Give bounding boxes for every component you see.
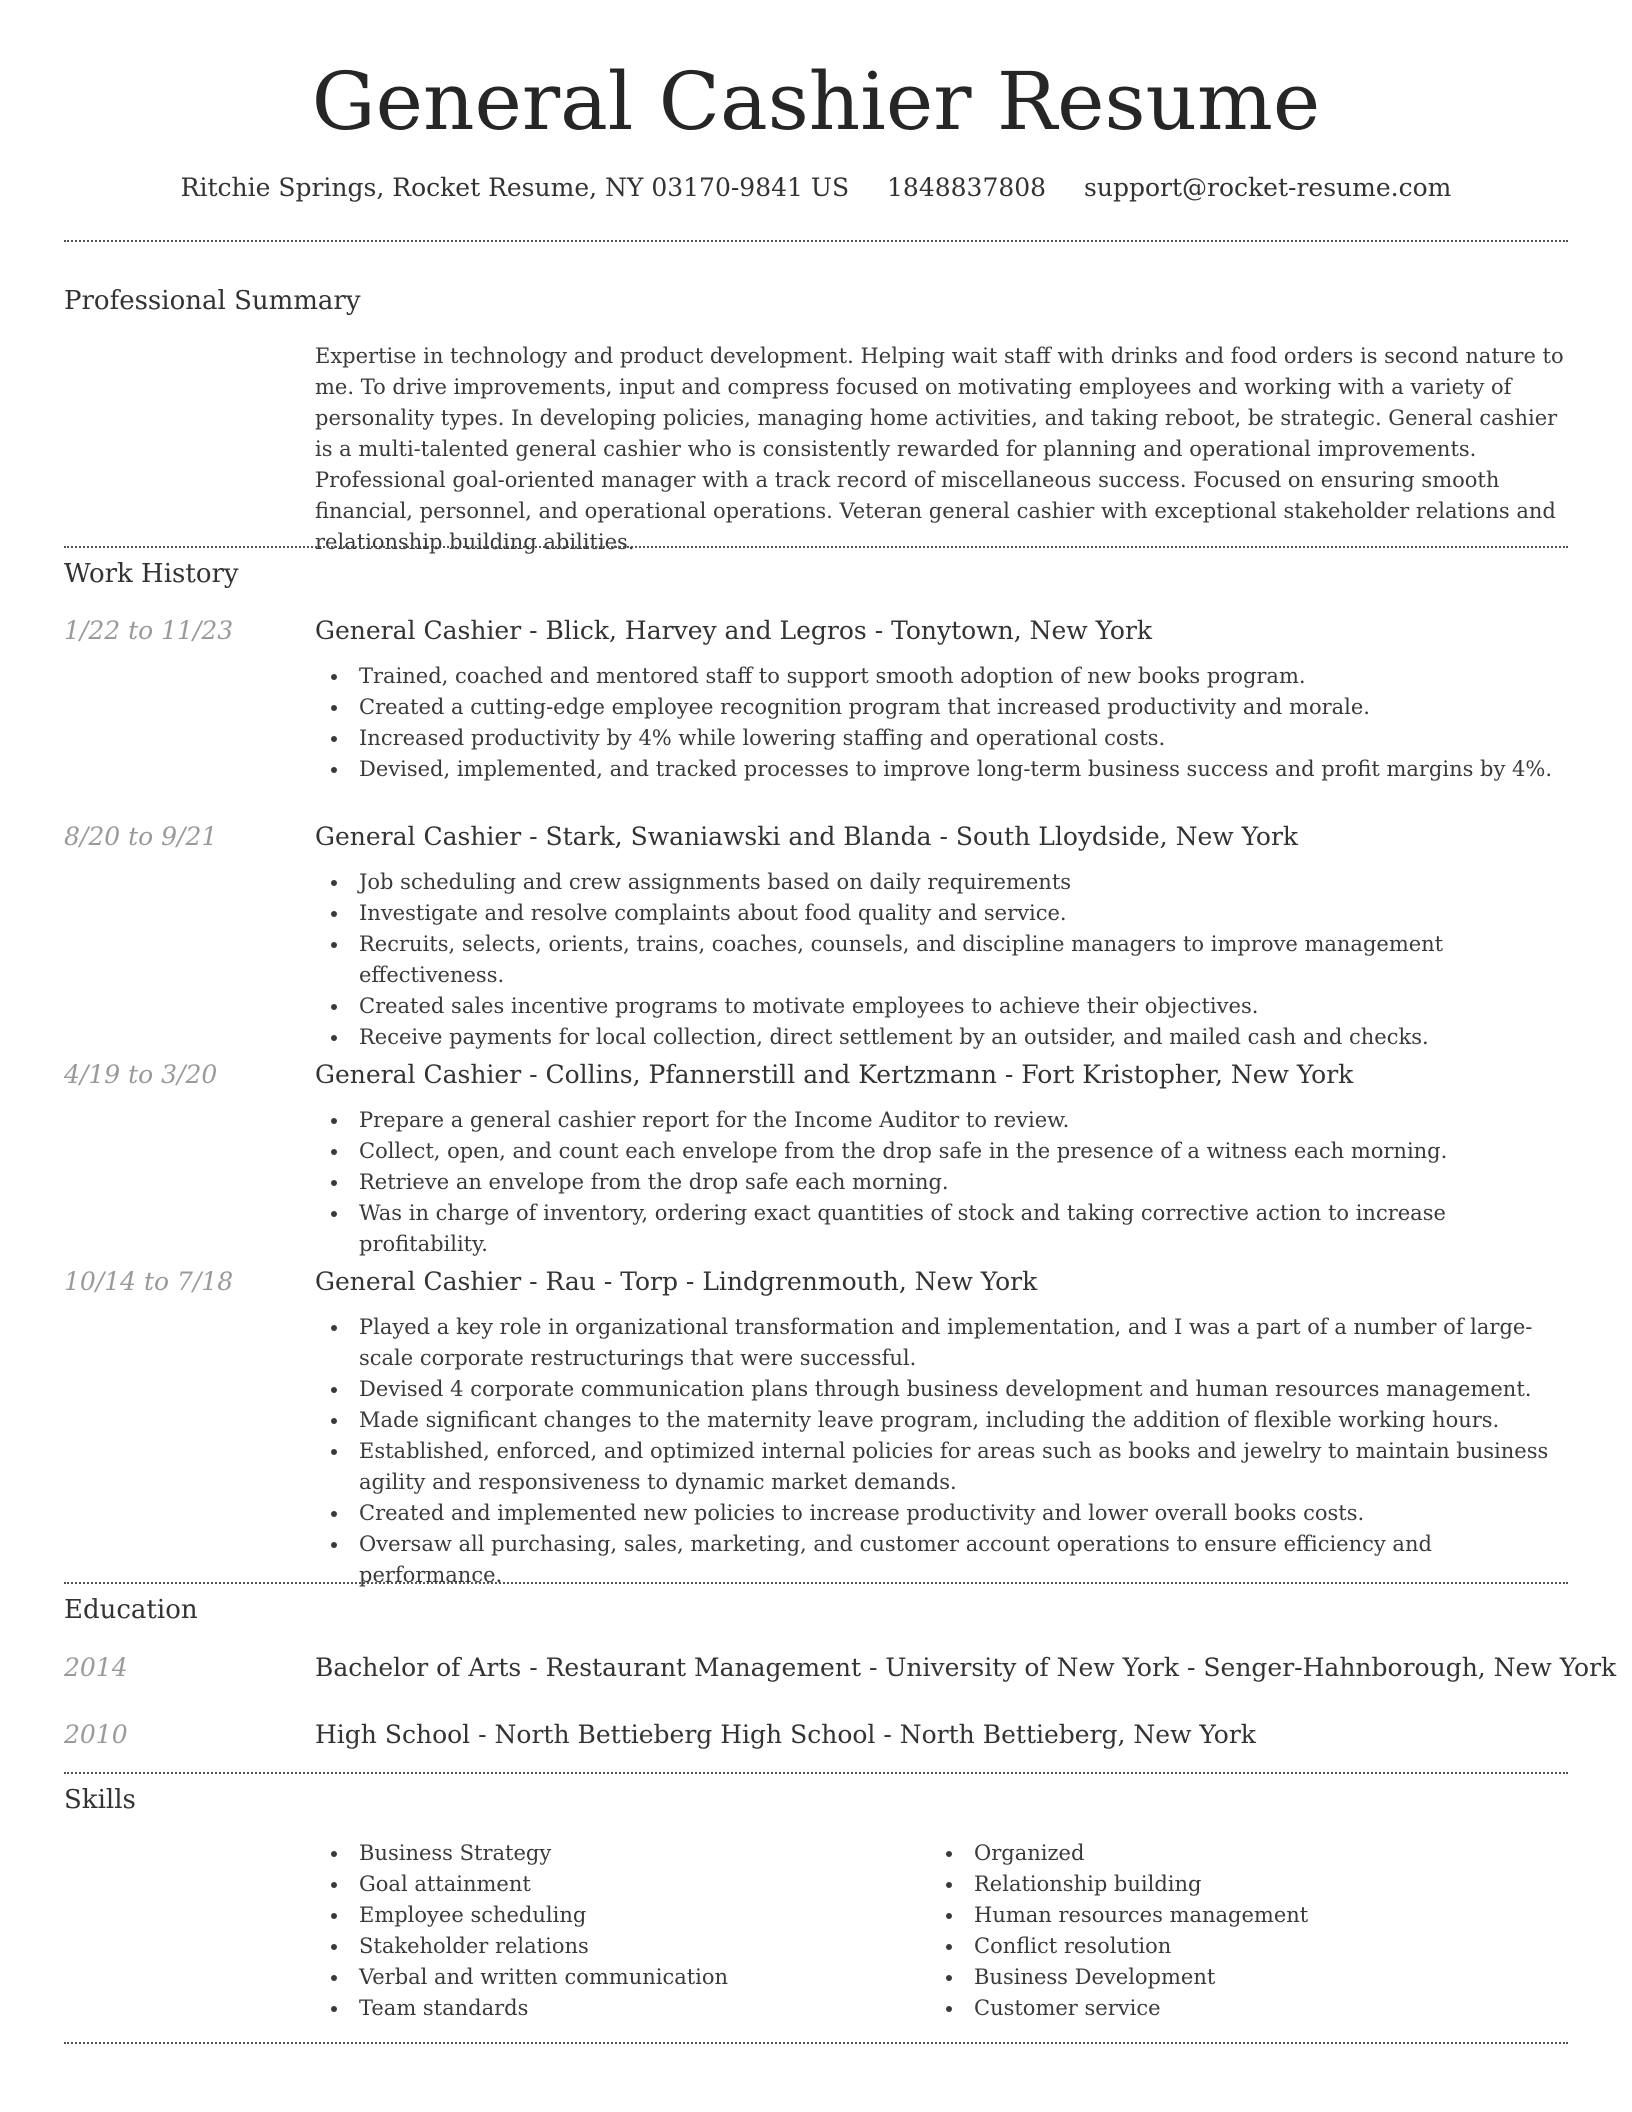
- skill-item: Relationship building: [930, 1869, 1530, 1900]
- summary-text: Expertise in technology and product development. Helping wait staff with drinks and food orders is second nature to me. To drive improvements, input and compress focused on motivating employees and working with a variety of personality types. In developing policies, managing home activities, and taking reboot, be strategic. General cashier is a multi-talented general cashier who is consistently rewarded for planning and operational improvements. Professional goal-oriented manager with a track record of miscellaneous success. Focused on ensuring smooth financial, personnel, and operational operations. Veteran general cashier with exceptional stakeholder relations and relationship building abilities.: [315, 344, 1564, 554]
- skill-item: Human resources management: [930, 1900, 1530, 1931]
- job-bullet: Created and implemented new policies to increase productivity and lower overall books costs.: [315, 1498, 1565, 1529]
- section-title-work-history: Work History: [64, 559, 239, 589]
- job-title: General Cashier - Rau - Torp - Lindgrenmouth, New York: [315, 1267, 1038, 1296]
- job-bullet: Oversaw all purchasing, sales, marketing, and customer account operations to ensure efficiency and performance.: [315, 1529, 1565, 1591]
- skill-item: Organized: [930, 1838, 1530, 1869]
- contact-phone: 1848837808: [887, 173, 1047, 202]
- job-bullet: Increased productivity by 4% while lowering staffing and operational costs.: [315, 723, 1565, 754]
- divider: [64, 1582, 1568, 1584]
- divider: [64, 1772, 1568, 1774]
- contact-email: support@rocket-resume.com: [1084, 173, 1452, 202]
- job-bullets: [315, 1312, 1565, 1591]
- job-bullet: Job scheduling and crew assignments based on daily requirements: [315, 867, 1565, 898]
- skill-item: Team standards: [315, 1993, 915, 2024]
- skill-item: Employee scheduling: [315, 1900, 915, 1931]
- resume-title: General Cashier Resume: [311, 55, 1321, 148]
- job-bullet: Made significant changes to the maternity leave program, including the addition of flexible working hours.: [315, 1405, 1565, 1436]
- job-title: General Cashier - Blick, Harvey and Legros - Tonytown, New York: [315, 616, 1153, 645]
- job-bullet: Devised, implemented, and tracked processes to improve long-term business success and profit margins by 4%.: [315, 754, 1565, 785]
- job-dates: 10/14 to 7/18: [64, 1267, 234, 1296]
- job-bullet: Devised 4 corporate communication plans through business development and human resources management.: [315, 1374, 1565, 1405]
- section-title-skills: Skills: [64, 1785, 136, 1815]
- job-title: General Cashier - Collins, Pfannerstill and Kertzmann - Fort Kristopher, New York: [315, 1060, 1354, 1089]
- job-dates: 8/20 to 9/21: [64, 822, 218, 851]
- job-bullets: [315, 1105, 1565, 1260]
- education-year: 2010: [64, 1720, 128, 1749]
- skill-item: Business Strategy: [315, 1838, 915, 1869]
- job-bullet: Played a key role in organizational transformation and implementation, and I was a part of a number of large-scale corporate restructurings that were successful.: [315, 1312, 1565, 1374]
- skill-item: Conflict resolution: [930, 1931, 1530, 1962]
- job-bullet: Recruits, selects, orients, trains, coaches, counsels, and discipline managers to improve management effectiveness.: [315, 929, 1565, 991]
- job-bullet: Investigate and resolve complaints about food quality and service.: [315, 898, 1565, 929]
- job-bullet: Trained, coached and mentored staff to support smooth adoption of new books program.: [315, 661, 1565, 692]
- job-bullet: Collect, open, and count each envelope from the drop safe in the presence of a witness each morning.: [315, 1136, 1565, 1167]
- contact-address: Ritchie Springs, Rocket Resume, NY 03170-9841 US: [180, 173, 850, 202]
- divider: [64, 2042, 1568, 2044]
- education-degree: Bachelor of Arts - Restaurant Management - University of New York - Senger-Hahnborough, New York: [315, 1653, 1617, 1682]
- job-bullet: Prepare a general cashier report for the Income Auditor to review.: [315, 1105, 1565, 1136]
- job-bullet: Established, enforced, and optimized internal policies for areas such as books and jewelry to maintain business agility and responsiveness to dynamic market demands.: [315, 1436, 1565, 1498]
- contact-line: [0, 168, 1632, 208]
- job-bullets: [315, 867, 1565, 1053]
- job-dates: 4/19 to 3/20: [64, 1060, 218, 1089]
- job-bullets: [315, 661, 1565, 785]
- skill-item: Stakeholder relations: [315, 1931, 915, 1962]
- job-bullet: Retrieve an envelope from the drop safe each morning.: [315, 1167, 1565, 1198]
- job-bullet: Was in charge of inventory, ordering exact quantities of stock and taking corrective action to increase profitability.: [315, 1198, 1565, 1260]
- skill-item: Verbal and written communication: [315, 1962, 915, 1993]
- divider: [64, 546, 1568, 548]
- job-bullet: Receive payments for local collection, direct settlement by an outsider, and mailed cash and checks.: [315, 1022, 1565, 1053]
- job-bullet: Created sales incentive programs to motivate employees to achieve their objectives.: [315, 991, 1565, 1022]
- skill-item: Business Development: [930, 1962, 1530, 1993]
- skills-list-left: [315, 1838, 915, 2024]
- job-bullet: Created a cutting-edge employee recognition program that increased productivity and morale.: [315, 692, 1565, 723]
- education-degree: High School - North Bettieberg High School - North Bettieberg, New York: [315, 1720, 1256, 1749]
- section-title-summary: Professional Summary: [64, 286, 361, 316]
- skill-item: Goal attainment: [315, 1869, 915, 1900]
- section-title-education: Education: [64, 1595, 198, 1625]
- divider: [64, 240, 1568, 242]
- education-year: 2014: [64, 1653, 128, 1682]
- job-dates: 1/22 to 11/23: [64, 616, 234, 645]
- skill-item: Customer service: [930, 1993, 1530, 2024]
- job-title: General Cashier - Stark, Swaniawski and Blanda - South Lloydside, New York: [315, 822, 1299, 851]
- skills-list-right: [930, 1838, 1530, 2024]
